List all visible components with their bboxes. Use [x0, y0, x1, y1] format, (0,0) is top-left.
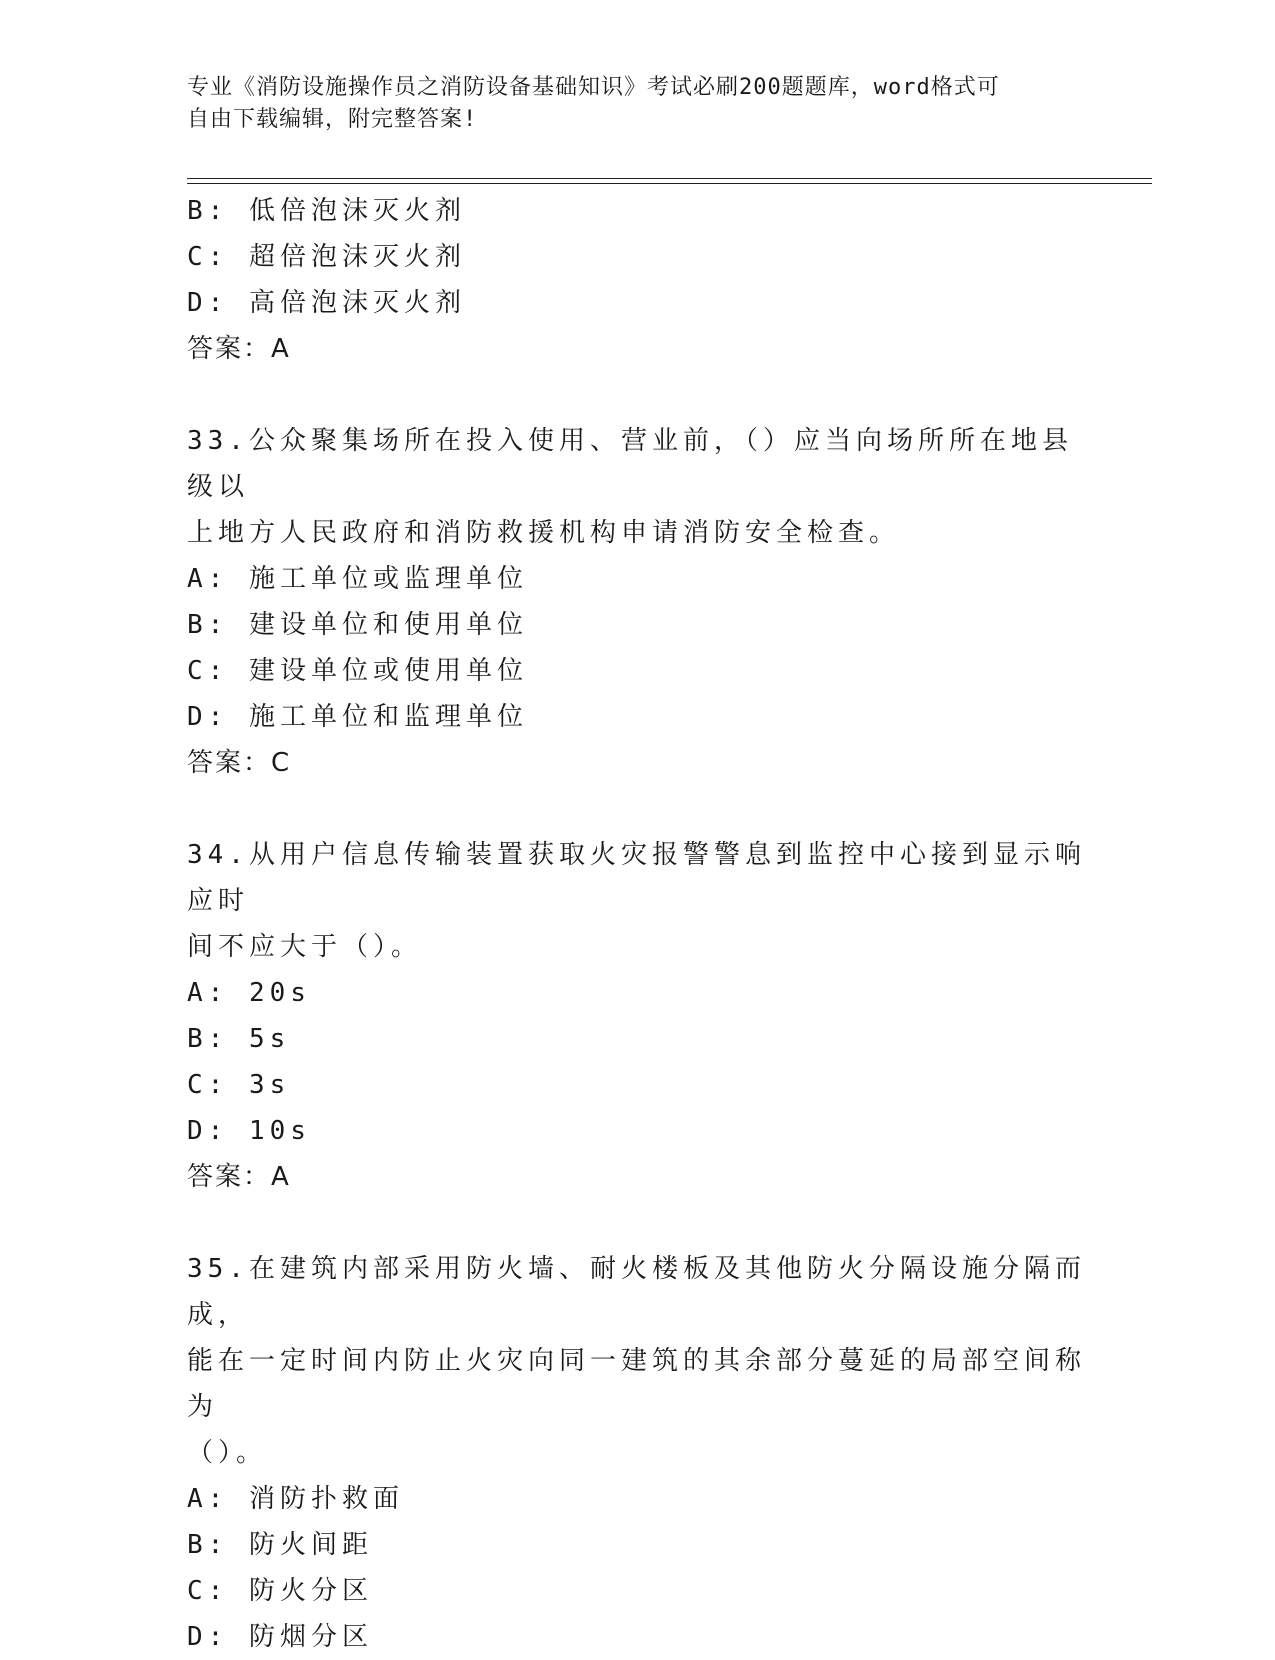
question-list	[187, 188, 1087, 1660]
question-stem-line: 间不应大于（）。	[187, 932, 423, 962]
option-a: A: 施工单位或监理单位	[187, 564, 528, 594]
document-header	[187, 72, 1067, 136]
spacer	[187, 786, 1087, 832]
option-b: B: 5s	[187, 1024, 291, 1054]
question-35	[187, 1246, 1087, 1660]
header-divider-bottom	[187, 183, 1152, 184]
question-stem-line: 35.在建筑内部采用防火墙、耐火楼板及其他防火分隔设施分隔而成，	[187, 1254, 1086, 1330]
header-line-2: 自由下载编辑，附完整答案!	[187, 107, 478, 132]
question-stem-line: 33.公众聚集场所在投入使用、营业前，（）应当向场所所在地县级以	[187, 426, 1073, 502]
option-c: C: 超倍泡沫灭火剂	[187, 242, 466, 272]
answer-line: 答案：A	[187, 1162, 291, 1192]
header-line-1: 专业《消防设施操作员之消防设备基础知识》考试必刷200题题库，word格式可	[187, 75, 1000, 100]
question-34	[187, 832, 1087, 1200]
option-b: B: 建设单位和使用单位	[187, 610, 528, 640]
question-stem-line: 能在一定时间内防止火灾向同一建筑的其余部分蔓延的局部空间称为	[187, 1346, 1087, 1422]
answer-line: 答案：C	[187, 748, 292, 778]
question-32	[187, 188, 1087, 372]
option-b: B: 低倍泡沫灭火剂	[187, 196, 466, 226]
question-stem-line: （）。	[187, 1438, 268, 1468]
question-stem-line: 上地方人民政府和消防救援机构申请消防安全检查。	[187, 518, 901, 548]
spacer	[187, 372, 1087, 418]
option-d: D: 高倍泡沫灭火剂	[187, 288, 466, 318]
question-stem-line: 34.从用户信息传输装置获取火灾报警警息到监控中心接到显示响应时	[187, 840, 1086, 916]
option-c: C: 3s	[187, 1070, 291, 1100]
option-d: D: 10s	[187, 1116, 311, 1146]
option-a: A: 消防扑救面	[187, 1484, 404, 1514]
option-c: C: 建设单位或使用单位	[187, 656, 528, 686]
option-c: C: 防火分区	[187, 1576, 373, 1606]
option-d: D: 施工单位和监理单位	[187, 702, 528, 732]
option-b: B: 防火间距	[187, 1530, 373, 1560]
answer-line: 答案：A	[187, 334, 291, 364]
question-33	[187, 418, 1087, 786]
option-a: A: 20s	[187, 978, 311, 1008]
header-divider-top	[187, 178, 1152, 179]
option-d: D: 防烟分区	[187, 1622, 373, 1652]
spacer	[187, 1200, 1087, 1246]
